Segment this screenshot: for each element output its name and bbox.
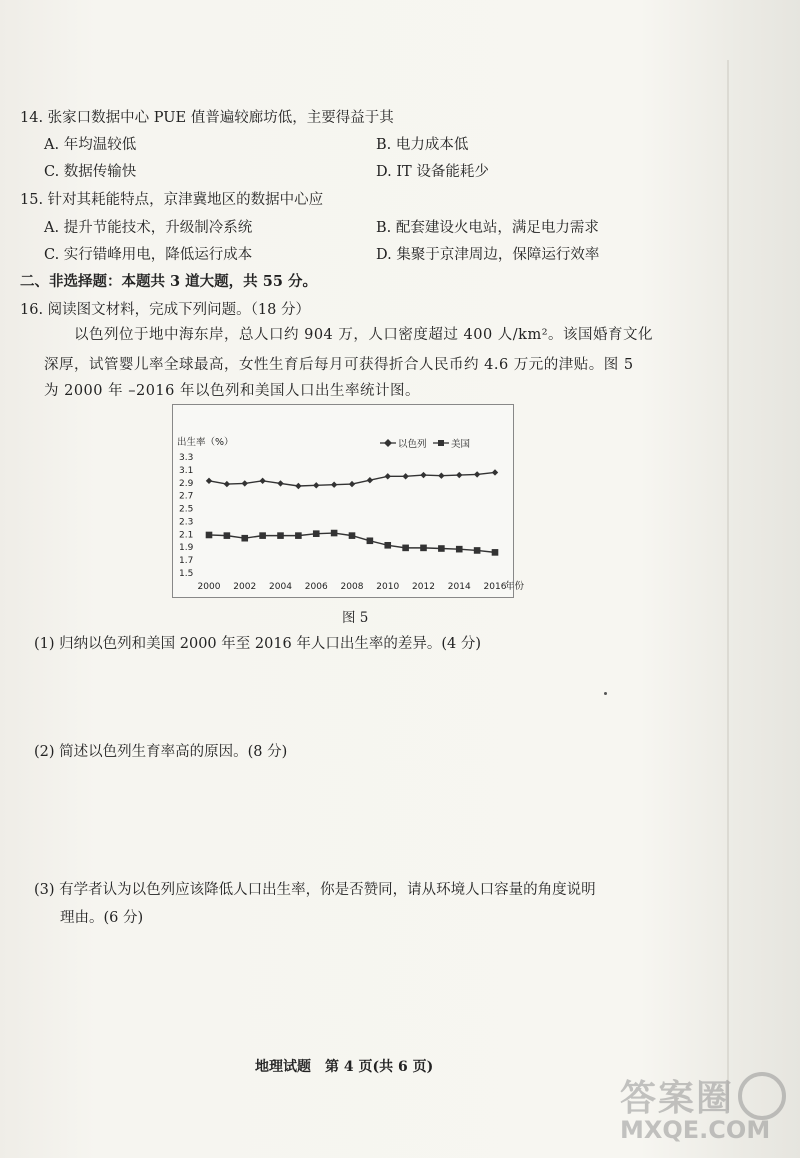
data-point-square (420, 545, 427, 552)
data-point-square (241, 535, 248, 542)
data-point-diamond (385, 473, 391, 479)
q15-option-d: D. 集聚于京津周边，保障运行效率 (376, 247, 600, 263)
y-tick-label: 2.5 (179, 504, 194, 515)
data-point-square (492, 549, 499, 556)
watermark-circle-icon (738, 1072, 786, 1120)
birth-rate-chart (172, 404, 525, 598)
data-point-square (349, 532, 356, 539)
data-point-diamond (242, 480, 248, 486)
data-point-diamond (474, 471, 480, 477)
page-footer: 地理试题 第 4 页(共 6 页) (255, 1059, 434, 1075)
section-heading: 二、非选择题：本题共 3 道大题，共 55 分。 (20, 273, 317, 290)
data-point-square (474, 547, 481, 554)
watermark-url: MXQE.COM (620, 1116, 771, 1144)
data-point-diamond (349, 481, 355, 487)
data-point-diamond (402, 473, 408, 479)
data-point-square (313, 530, 320, 537)
data-point-diamond (295, 483, 301, 489)
q15-stem: 15. 针对其耗能特点，京津冀地区的数据中心应 (20, 192, 324, 208)
data-point-square (438, 545, 445, 552)
y-tick-label: 2.3 (179, 517, 194, 528)
x-axis-label: 年份 (505, 581, 525, 592)
data-point-diamond (492, 469, 498, 475)
site-watermark (590, 1070, 790, 1150)
q16-sub3-line2: 理由。(6 分) (60, 910, 144, 926)
q16-material-line3: 为 2000 年 –2016 年以色列和美国人口出生率统计图。 (44, 383, 420, 399)
data-point-diamond (331, 482, 337, 488)
legend-label: 美国 (451, 439, 471, 450)
data-point-square (402, 545, 409, 552)
data-point-square (456, 546, 463, 553)
y-tick-label: 1.5 (179, 569, 194, 579)
figure-caption: 图 5 (342, 610, 369, 626)
data-point-square (331, 530, 338, 537)
data-point-diamond (224, 481, 230, 487)
data-point-square (206, 532, 213, 539)
data-point-square (277, 532, 284, 539)
x-tick-label: 2008 (340, 582, 364, 592)
data-point-square (224, 532, 231, 539)
q15-option-b: B. 配套建设火电站，满足电力需求 (376, 220, 599, 236)
data-point-square (295, 532, 302, 539)
y-tick-label: 1.7 (179, 556, 194, 567)
x-tick-label: 2012 (412, 582, 435, 592)
data-point-diamond (367, 477, 373, 483)
data-point-diamond (206, 478, 212, 484)
q15-option-c: C. 实行错峰用电，降低运行成本 (44, 247, 253, 263)
q15-option-a: A. 提升节能技术，升级制冷系统 (44, 220, 253, 236)
y-tick-label: 2.7 (179, 491, 194, 502)
q14-option-c: C. 数据传输快 (44, 164, 137, 180)
q14-option-b: B. 电力成本低 (376, 137, 469, 153)
q14-option-a: A. 年均温较低 (44, 137, 137, 153)
legend-diamond-marker (384, 439, 392, 447)
y-axis-label: 出生率（%） (177, 437, 234, 448)
y-tick-label: 3.1 (179, 465, 194, 476)
y-tick-label: 1.9 (179, 543, 194, 554)
x-tick-label: 2000 (197, 582, 221, 592)
q16-sub3-line1: (3) 有学者认为以色列应该降低人口出生率，你是否赞同，请从环境人口容量的角度说明 (34, 882, 596, 898)
q14-option-d: D. IT 设备能耗少 (376, 164, 489, 180)
legend-square-marker (438, 440, 444, 446)
y-tick-label: 3.3 (179, 453, 194, 463)
data-point-square (384, 542, 391, 549)
q16-sub1: (1) 归纳以色列和美国 2000 年至 2016 年人口出生率的差异。(4 分) (34, 636, 482, 652)
legend-label: 以色列 (398, 439, 427, 450)
watermark-title: 答案圈 (620, 1077, 735, 1119)
data-point-diamond (277, 480, 283, 486)
data-point-diamond (438, 472, 444, 478)
x-tick-label: 2004 (269, 582, 292, 592)
data-point-diamond (420, 472, 426, 478)
q16-material-line1: 以色列位于地中海东岸，总人口约 904 万，人口密度超过 400 人/km²。该国婚育文化 (74, 327, 654, 343)
x-tick-label: 2016 (483, 582, 507, 592)
data-point-square (259, 532, 266, 539)
x-tick-label: 2010 (376, 582, 400, 592)
q16-sub2: (2) 简述以色列生育率高的原因。(8 分) (34, 744, 288, 760)
y-tick-label: 2.9 (179, 478, 194, 489)
data-point-diamond (313, 482, 319, 488)
y-tick-label: 2.1 (179, 530, 194, 541)
chart-canvas (173, 405, 525, 597)
data-point-diamond (456, 472, 462, 478)
x-tick-label: 2002 (233, 582, 257, 592)
q16-material-line2: 深厚，试管婴儿率全球最高，女性生育后每月可获得折合人民币约 4.6 万元的津贴。图 5 (44, 357, 634, 373)
x-tick-label: 2014 (447, 582, 471, 592)
q16-stem: 16. 阅读图文材料，完成下列问题。（18 分） (20, 302, 310, 318)
data-point-square (367, 537, 374, 544)
data-point-diamond (259, 478, 265, 484)
page-fold-shadow (727, 60, 729, 1110)
x-tick-label: 2006 (304, 582, 328, 592)
ink-dot (604, 692, 607, 695)
q14-stem: 14. 张家口数据中心 PUE 值普遍较廊坊低，主要得益于其 (20, 110, 394, 126)
